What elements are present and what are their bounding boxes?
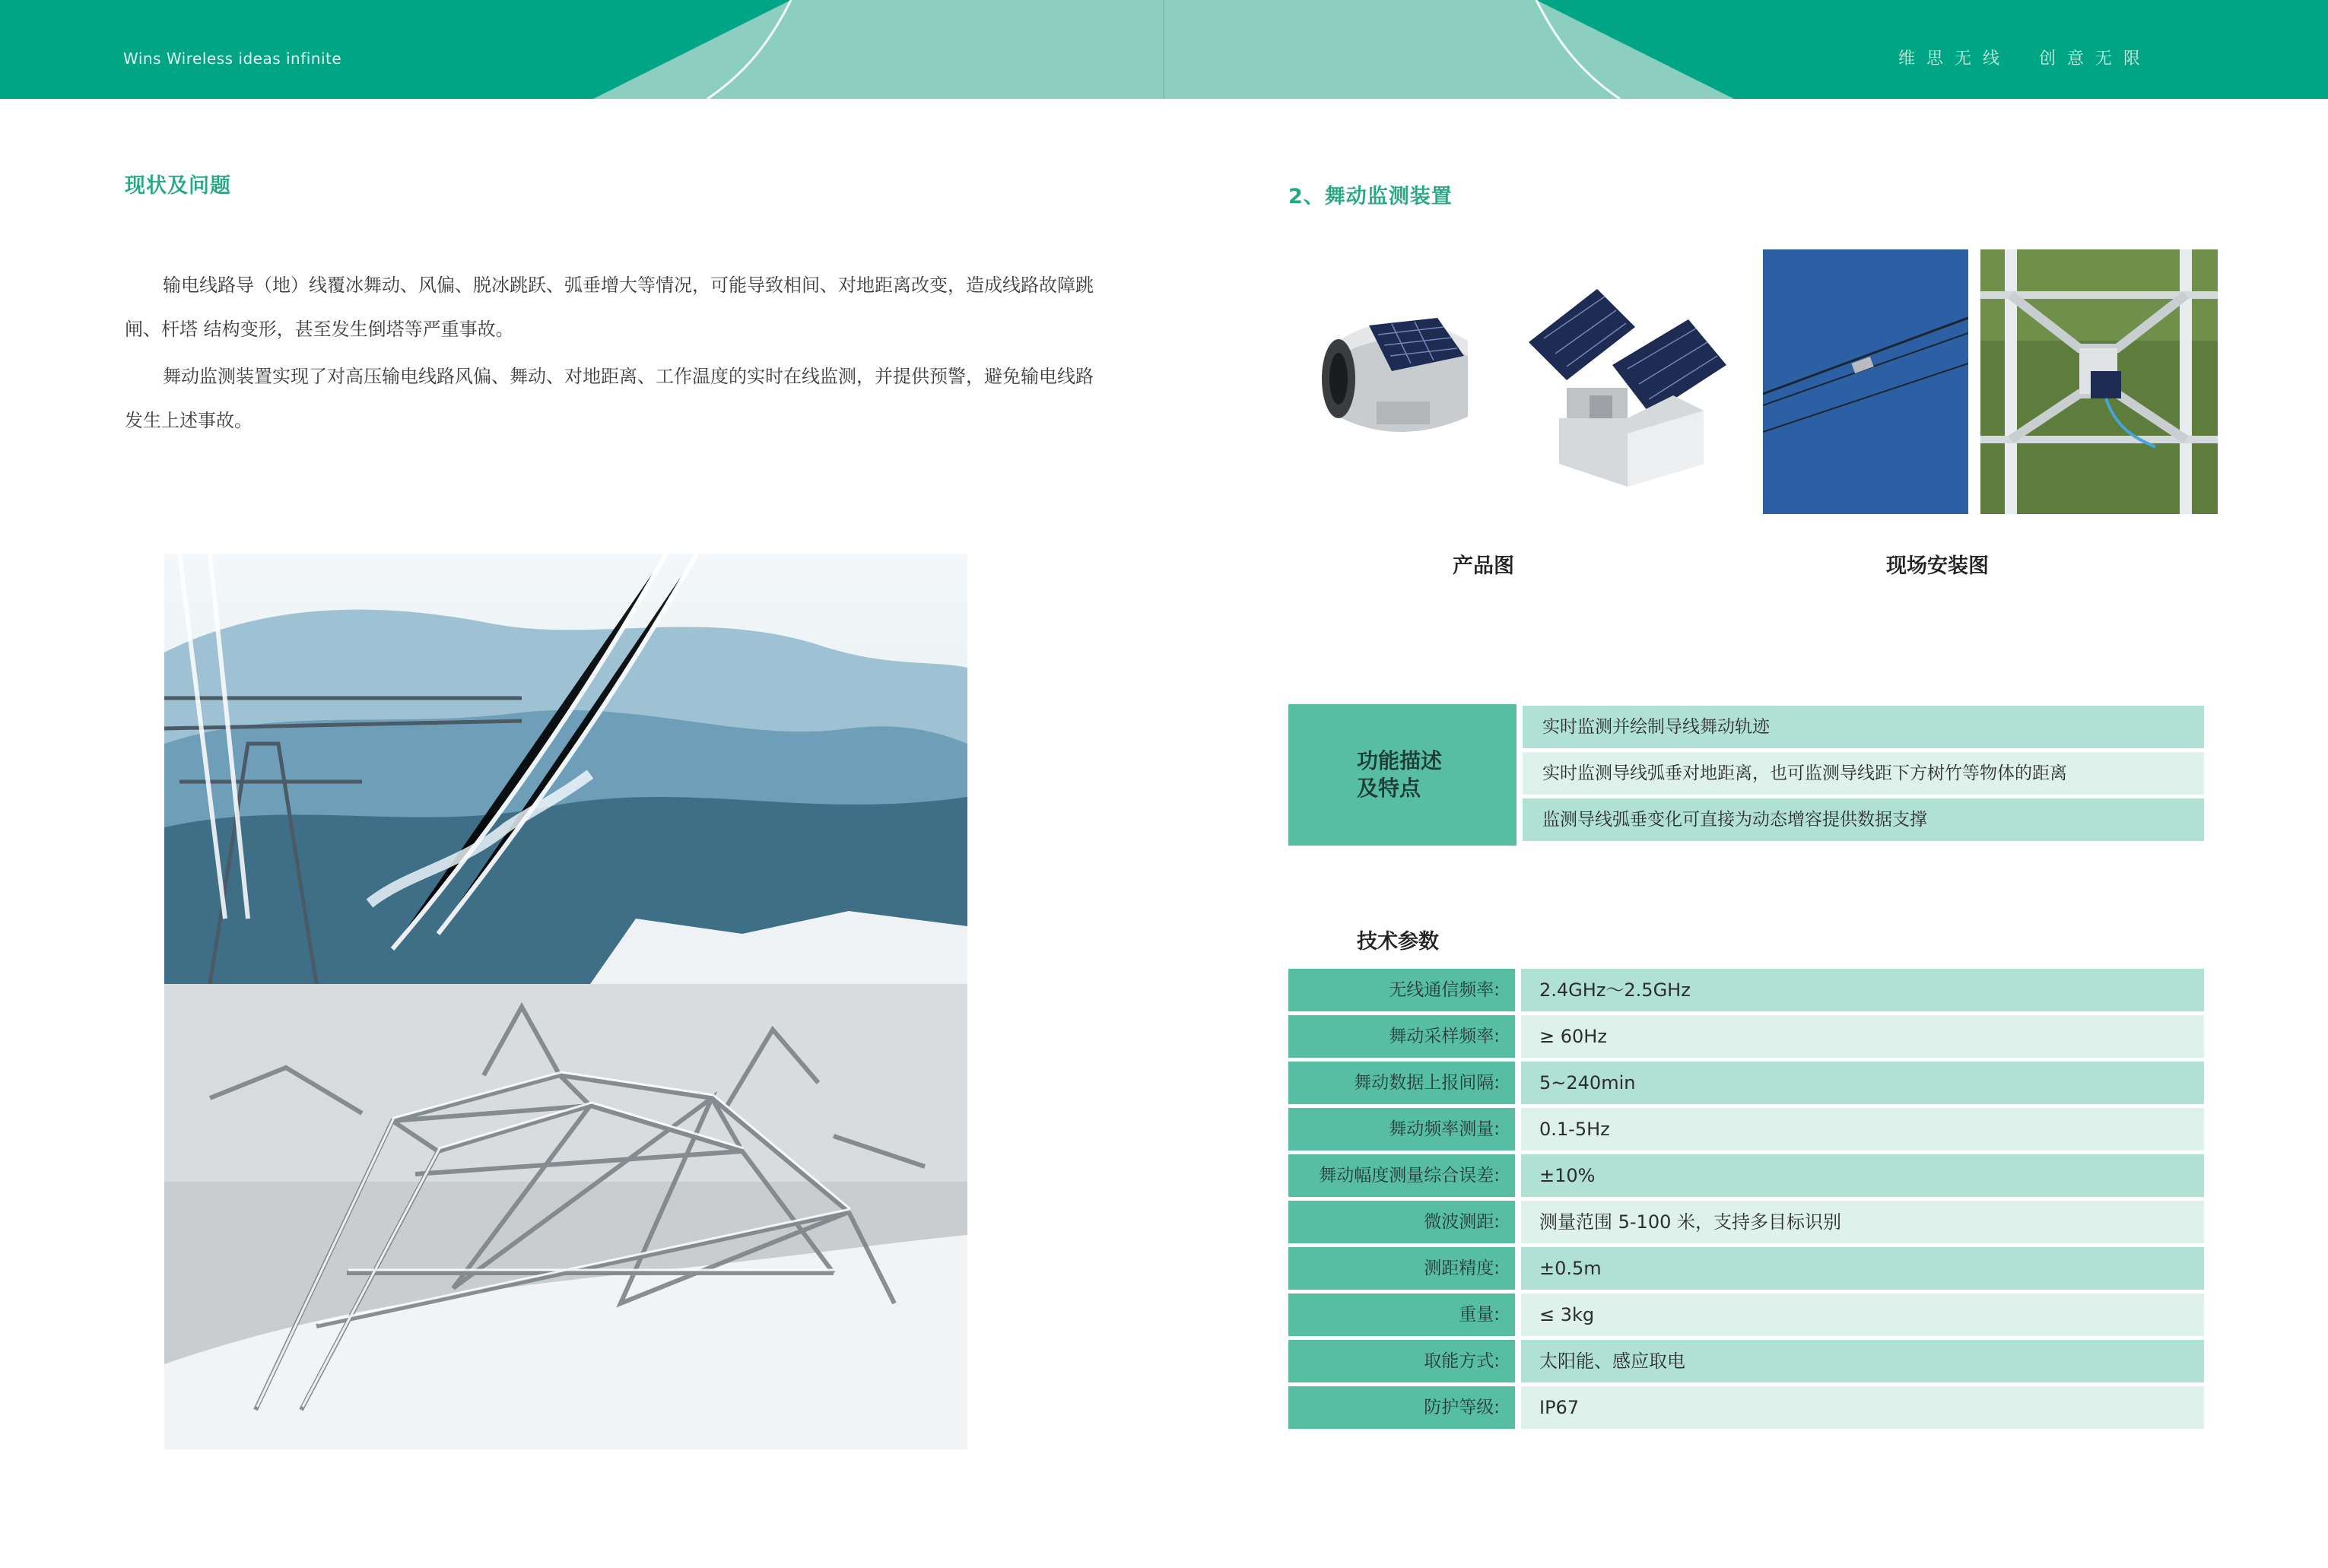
photo-collapsed-tower: [164, 984, 967, 1449]
spec-label: 舞动数据上报间隔:: [1288, 1062, 1515, 1104]
spec-value: 0.1-5Hz: [1521, 1108, 2204, 1151]
spec-label: 测距精度:: [1288, 1247, 1515, 1290]
feature-item: 监测导线弧垂变化可直接为动态增容提供数据支撑: [1523, 798, 2204, 841]
left-section-title: 现状及问题: [125, 174, 231, 198]
spec-value: 太阳能、感应取电: [1521, 1340, 2204, 1382]
site-image-line-on-sky: [1763, 249, 1968, 514]
feature-item: 实时监测导线弧垂对地距离，也可监测导线距下方树竹等物体的距离: [1523, 752, 2204, 795]
site-image-spacer-install: [1980, 249, 2218, 514]
header-tagline: Wins Wireless ideas infinite: [123, 49, 342, 68]
spec-value: ±10%: [1521, 1154, 2204, 1197]
spec-label: 舞动幅度测量综合误差:: [1288, 1154, 1515, 1197]
right-section-title: 2、舞动监测装置: [1288, 185, 1453, 208]
feature-item: 实时监测并绘制导线舞动轨迹: [1523, 706, 2204, 748]
spec-value: 测量范围 5-100 米，支持多目标识别: [1521, 1201, 2204, 1243]
spec-label: 微波测距:: [1288, 1201, 1515, 1243]
intro-paragraph-1: 输电线路导（地）线覆冰舞动、风偏、脱冰跳跃、弧垂增大等情况，可能导致相间、对地距离改变，造成线路故障跳闸、杆塔 结构变形，甚至发生倒塔等严重事故。: [125, 275, 1094, 340]
spec-value: ≥ 60Hz: [1521, 1015, 2204, 1058]
photo-iced-power-lines: [164, 554, 967, 984]
header-slogan: 维思无线 创意无限: [1898, 49, 2152, 68]
spec-value: 2.4GHz～2.5GHz: [1521, 969, 2204, 1011]
spec-label: 舞动采样频率:: [1288, 1015, 1515, 1058]
spec-value: ≤ 3kg: [1521, 1293, 2204, 1336]
caption-product: 产品图: [1453, 554, 1514, 578]
spec-value: IP67: [1521, 1386, 2204, 1429]
features-heading-line2: 及特点: [1357, 776, 1421, 801]
features-heading: [1288, 704, 1517, 846]
spec-label: 无线通信频率:: [1288, 969, 1515, 1011]
spec-value: ±0.5m: [1521, 1247, 2204, 1290]
spec-label: 防护等级:: [1288, 1386, 1515, 1429]
intro-paragraph-2: 舞动监测装置实现了对高压输电线路风偏、舞动、对地距离、工作温度的实时在线监测，并提供预警，避免输电线路发生上述事故。: [125, 366, 1094, 431]
spec-label: 舞动频率测量:: [1288, 1108, 1515, 1151]
header-band: [0, 0, 2328, 99]
product-image-clamp-device: [1308, 287, 1491, 462]
caption-site: 现场安装图: [1886, 554, 1989, 578]
features-heading-line1: 功能描述: [1357, 748, 1443, 773]
product-image-dual-panel-device: [1513, 281, 1734, 494]
spec-label: 重量:: [1288, 1293, 1515, 1336]
specs-title: 技术参数: [1357, 930, 1439, 954]
spec-label: 取能方式:: [1288, 1340, 1515, 1382]
intro-text: [125, 263, 1106, 443]
spec-value: 5~240min: [1521, 1062, 2204, 1104]
